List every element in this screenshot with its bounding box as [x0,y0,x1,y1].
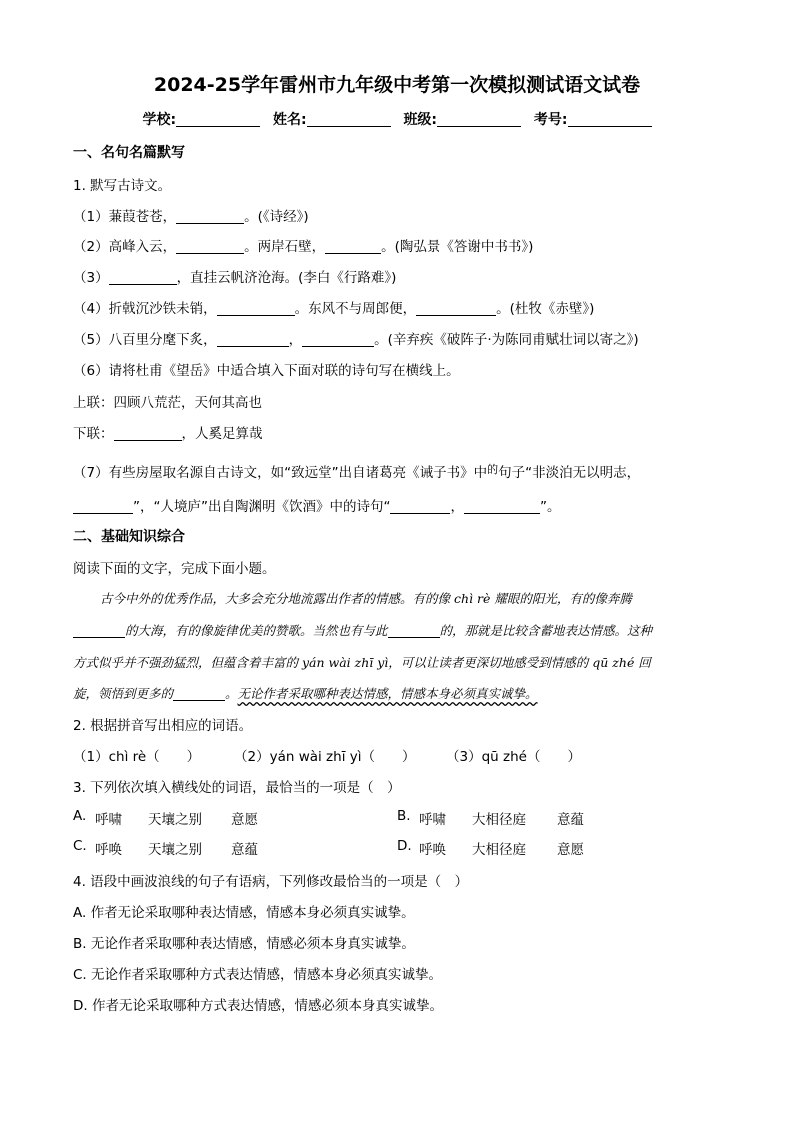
answer-blank[interactable] [176,240,244,254]
answer-blank[interactable] [73,624,125,638]
reading-intro: 阅读下面的文字，完成下面小题。 [73,561,276,577]
exam-no-blank[interactable] [568,112,652,127]
question-2: 2. 根据拼音写出相应的词语。 [73,718,253,734]
q1-part-2: （2）高峰入云， 。两岸石壁， 。(陶弘景《答谢中书书》) [73,239,534,255]
q2-item-1: （1）chì rè（ ） [73,749,201,765]
q2-item-2: （2）yán wài zhī yì（ ） [234,749,416,765]
q1-part-7-cont: ”，“人境庐”出自陶渊明《饮酒》中的诗句“ ， ”。 [73,495,560,515]
answer-blank[interactable] [114,427,182,441]
q3-option-b[interactable]: B. 呼啸 大相径庭 意蕴 [397,808,584,828]
passage-line-1: 古今中外的优秀作品，大多会充分地流露出作者的情感。有的像 chì rè 耀眼的阳光，有的像奔腾 [100,591,632,606]
q4-option-b[interactable]: B. 无论作者采取哪种表达情感，情感必须本身真实诚挚。 [73,936,415,952]
answer-blank[interactable] [325,240,381,254]
q1-part-4: （4）折戟沉沙铁未销， 。东风不与周郎便， 。(杜牧《赤壁》) [73,301,595,317]
class-label: 班级: [403,112,438,128]
answer-blank[interactable] [109,271,177,285]
name-blank[interactable] [307,112,391,127]
section-heading-1: 一、名句名篇默写 [73,145,185,161]
passage-line-2: 的大海，有的像旋律优美的赞歌。当然也有与此 的，那就是比较含蓄地表达情感。这种 [73,621,652,639]
question-4: 4. 语段中画波浪线的句子有语病，下列修改最恰当的一项是（ ） [73,874,469,890]
class-blank[interactable] [437,112,521,127]
answer-blank[interactable] [416,302,496,316]
q2-item-3: （3）qū zhé（ ） [446,749,581,765]
passage-line-4: 旋，领悟到更多的 。无论作者采取哪种表达情感，情感本身必须真实诚挚。 [73,686,538,701]
exam-no-label: 考号: [533,112,568,128]
q4-option-c[interactable]: C. 无论作者采取哪种方式表达情感，情感本身必须真实诚挚。 [73,967,443,983]
q1-part-5: （5）八百里分麾下炙， ， 。(辛弃疾《破阵子·为陈同甫赋壮词以寄之》) [73,332,639,348]
q3-option-c[interactable]: C. 呼唤 天壤之别 意蕴 [73,838,258,858]
name-label: 姓名: [272,112,307,128]
section-heading-2: 二、基础知识综合 [73,529,185,545]
q4-option-d[interactable]: D. 作者无论采取哪种方式表达情感，情感必须本身真实诚挚。 [73,998,443,1014]
couplet-lower: 下联： ，人奚足算哉 [73,426,263,442]
wavy-underlined-sentence: 无论作者采取哪种表达情感，情感本身必须真实诚挚。 [237,686,538,701]
q4-option-a[interactable]: A. 作者无论采取哪种表达情感，情感本身必须真实诚挚。 [73,905,415,921]
q1-part-6: （6）请将杜甫《望岳》中适合填入下面对联的诗句写在横线上。 [73,363,460,379]
couplet-upper: 上联：四顾八荒茫，天何其高也 [73,395,262,411]
q1-part-7: （7）有些房屋取名源自古诗文，如“致远堂”出自诸葛亮《诫子书》中$^的$句子“非淡泊无以明志， [73,463,641,481]
school-label: 学校: [142,112,177,128]
school-blank[interactable] [176,112,260,127]
answer-blank[interactable] [302,333,374,347]
answer-blank[interactable] [217,333,289,347]
page-title: 2024-25学年雷州市九年级中考第一次模拟测试语文试卷 [153,74,641,96]
passage-line-3: 方式似乎并不强劲猛烈，但蕴含着丰富的 yán wài zhī yì，可以让读者更深切地感受到情感的 qū zhé 回 [73,655,651,670]
answer-blank[interactable] [73,500,133,514]
answer-blank[interactable] [390,500,450,514]
q1-part-3: （3） ，直挂云帆济沧海。(李白《行路难》) [73,270,397,286]
q3-option-a[interactable]: A. 呼啸 天壤之别 意愿 [73,808,258,828]
answer-blank[interactable] [217,302,295,316]
question-1: 1. 默写古诗文。 [73,178,172,194]
student-info-row [0,109,794,129]
q3-option-d[interactable]: D. 呼唤 大相径庭 意愿 [397,838,584,858]
question-3: 3. 下列依次填入横线处的词语，最恰当的一项是（ ） [73,780,401,796]
q1-part-1: （1）蒹葭苍苍， 。(《诗经》) [73,209,309,225]
answer-blank[interactable] [464,500,540,514]
answer-blank[interactable] [388,624,440,638]
answer-blank[interactable] [176,210,244,224]
answer-blank[interactable] [173,687,225,701]
